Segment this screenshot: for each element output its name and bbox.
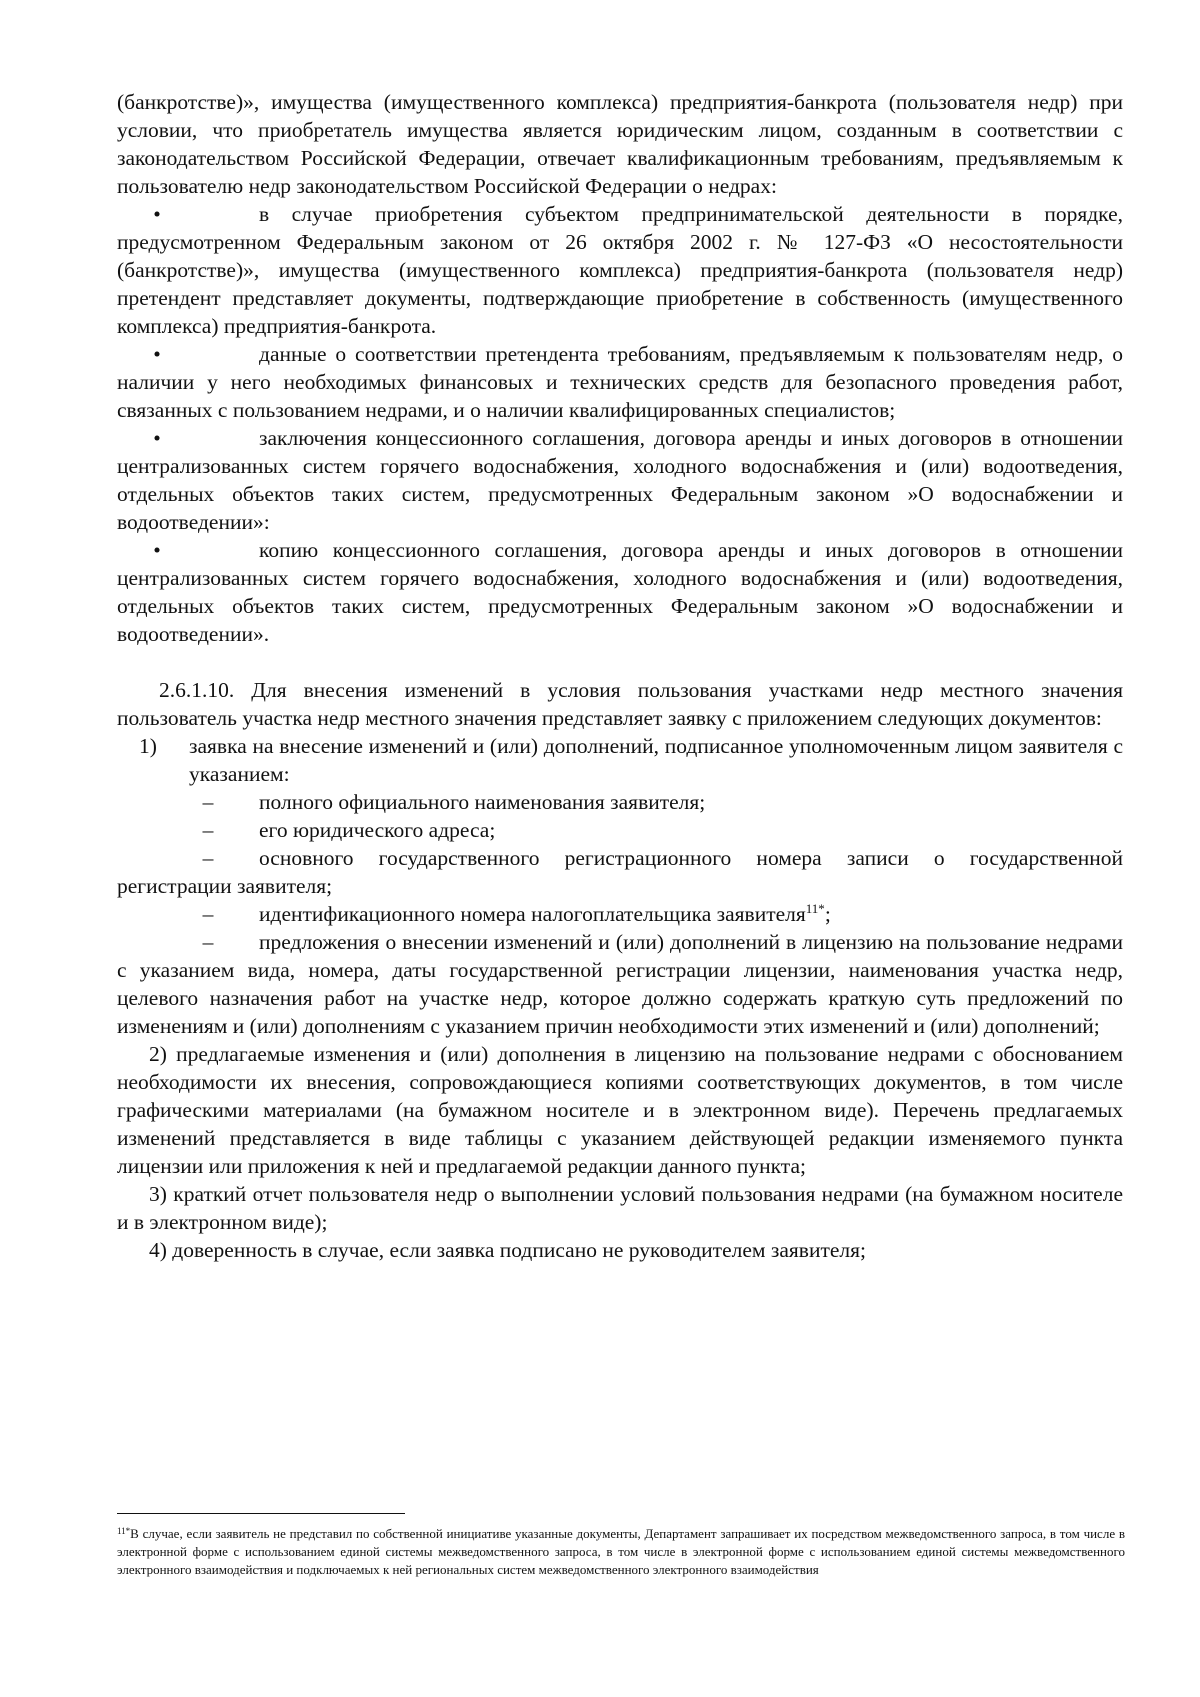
footnote [117,1525,1125,1579]
bullet-item: • копию концессионного соглашения, договора аренды и иных договоров в отношении централизованных систем горячего водоснабжения, холодного водоснабжения и (или) водоотведения, отдельных объектов таких систем, предусмотренных Федеральным законом »О водоснабжении и водоотведении». [117,538,1123,646]
spacer [117,648,1123,676]
bullet-icon: • [153,426,161,450]
dash-icon: – [202,818,214,842]
document-body [117,88,1123,1264]
dash-icon: – [202,790,214,814]
dash-item: – основного государственного регистрационного номера записи о государственной регистрации заявителя; [117,846,1123,898]
bullet-icon: • [153,202,161,226]
section-intro: 2.6.1.10. Для внесения изменений в условия пользования участками недр местного значения пользователь участка недр местного значения представляет заявку с приложением следующих документов: [117,678,1123,730]
dash-item: – предложения о внесении изменений и (или) дополнений в лицензию на пользование недрами с указанием вида, номера, даты государственной регистрации лицензии, наименования участка недр, целевого назначения работ на участке недр, которое должно содержать краткую суть предложений по изменениям и (или) дополнениям с указанием причин необходимости этих изменений и (или) дополнений; [117,930,1123,1038]
dash-item: – его юридического адреса; [117,816,1123,844]
bullet-icon: • [153,342,161,366]
bullet-icon: • [153,538,161,562]
dash-icon: – [202,846,214,870]
footnote-separator [117,1513,405,1514]
numbered-item-1: 1) заявка на внесение изменений и (или) дополнений, подписанное уполномоченным лицом заявителя с указанием: [139,734,1123,786]
footnote-text: В случае, если заявитель не представил по собственной инициативе указанные документы, Департамент запрашивает их посредством межведомственного запроса, в том числе в электронной форме с использованием единой системы межведомственного запроса, в том числе в электронной форме с использованием единой системы межведомственного электронного взаимодействия и подключаемых к ней региональных систем межведомственного электронного взаимодействия [117,1526,1125,1577]
item-number: 1) [139,734,157,758]
numbered-item-2: 2) предлагаемые изменения и (или) дополнения в лицензию на пользование недрами с обоснованием необходимости их внесения, сопровождающиеся копиями соответствующих документов, в том числе графическими материалами (на бумажном носителе и в электронном виде). Перечень предлагаемых изменений представляется в виде таблицы с указанием действующей редакции изменяемого пункта лицензии или приложения к ней и предлагаемой редакции данного пункта; [117,1042,1123,1178]
numbered-item-3: 3) краткий отчет пользователя недр о выполнении условий пользования недрами (на бумажном носителе и в электронном виде); [117,1182,1123,1234]
bullet-item: • данные о соответствии претендента требованиям, предъявляемым к пользователям недр, о наличии у него необходимых финансовых и технических средств для безопасного проведения работ, связанных с пользованием недрами, и о наличии квалифицированных специалистов; [117,342,1123,422]
dash-icon: – [202,902,214,926]
numbered-item-4: 4) доверенность в случае, если заявка подписано не руководителем заявителя; [149,1238,866,1262]
dash-icon: – [202,930,214,954]
bullet-item: • в случае приобретения субъектом предпринимательской деятельности в порядке, предусмотренном Федеральным законом от 26 октября 2002 г. № 127-ФЗ «О несостоятельности (банкротстве)», имущества (имущественного комплекса) предприятия-банкрота (пользователя недр) претендент представляет документы, подтверждающие приобретение в собственность (имущественного комплекса) предприятия-банкрота. [117,202,1123,338]
bullet-item: • заключения концессионного соглашения, договора аренды и иных договоров в отношении централизованных систем горячего водоснабжения, холодного водоснабжения и (или) водоотведения, отдельных объектов таких систем, предусмотренных Федеральным законом »О водоснабжении и водоотведении»: [117,426,1123,534]
dash-item: – идентификационного номера налогоплательщика заявителя$^{11*}$; [117,900,1123,928]
footnote-reference[interactable]: 11* [805,901,825,916]
dash-item: – полного официального наименования заявителя; [117,788,1123,816]
footnote-mark: 11* [117,1526,131,1536]
paragraph-continuation: (банкротстве)», имущества (имущественного комплекса) предприятия-банкрота (пользователя недр) при условии, что приобретатель имущества является юридическим лицом, созданным в соответствии с законодательством Российской Федерации, отвечает квалификационным требованиям, предъявляемым к пользователю недр законодательством Российской Федерации о недрах: [117,90,1123,198]
